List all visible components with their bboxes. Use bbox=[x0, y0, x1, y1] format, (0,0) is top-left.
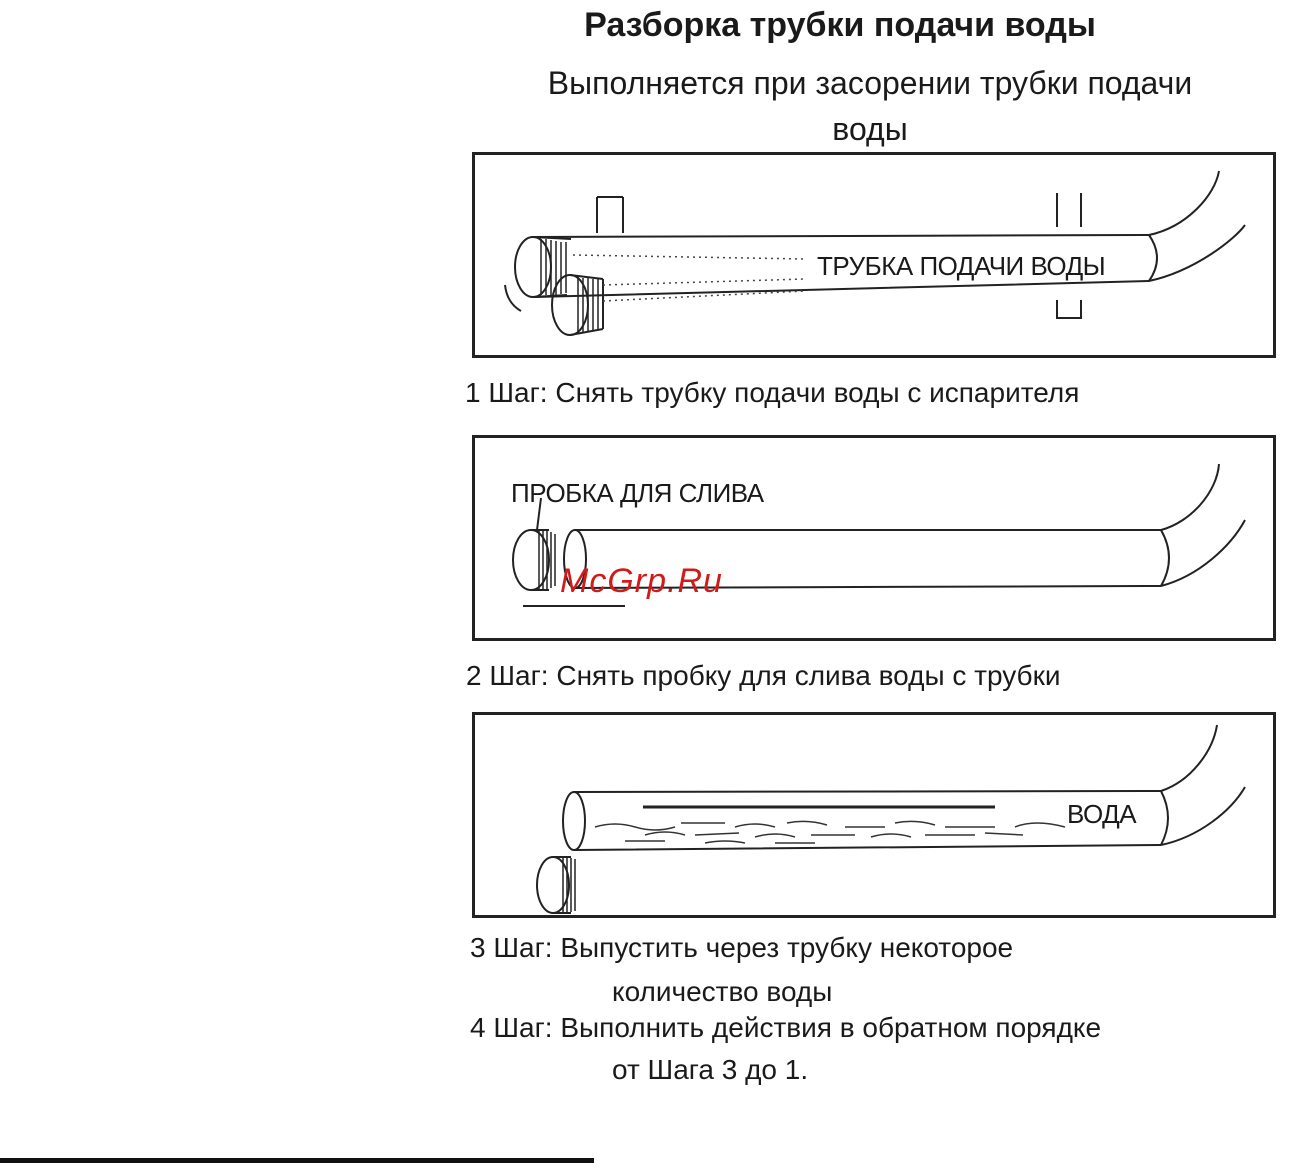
label-water: ВОДА bbox=[1067, 799, 1137, 829]
label-water-tube: ТРУБКА ПОДАЧИ ВОДЫ bbox=[817, 251, 1106, 281]
step-4-text: 4 Шаг: Выполнить действия в обратном порядке bbox=[470, 1012, 1102, 1043]
watermark: McGrp.Ru bbox=[560, 562, 723, 600]
subtitle-line-1: Выполняется при засорении трубки подачи bbox=[547, 65, 1193, 101]
label-drain-plug: ПРОБКА ДЛЯ СЛИВА bbox=[511, 478, 764, 508]
step-2-text: 2 Шаг: Снять пробку для слива воды с трубки bbox=[466, 660, 1061, 691]
figure-step-1 bbox=[472, 152, 1276, 358]
step-3-text-continued: количество воды bbox=[612, 976, 833, 1007]
footer-rule bbox=[0, 1158, 594, 1163]
water-flow-illustration bbox=[475, 715, 1273, 915]
step-3-text: 3 Шаг: Выпустить через трубку некоторое bbox=[470, 932, 1014, 963]
figure-step-3 bbox=[472, 712, 1276, 918]
step-1-text: 1 Шаг: Снять трубку подачи воды с испарителя bbox=[465, 377, 1080, 408]
drain-plug-illustration bbox=[475, 438, 1273, 638]
subtitle-line-2: воды bbox=[832, 111, 908, 147]
step-4-text-continued: от Шага 3 до 1. bbox=[612, 1054, 809, 1085]
figure-step-2 bbox=[472, 435, 1276, 641]
page-title: Разборка трубки подачи воды bbox=[584, 6, 1096, 44]
page-subtitle bbox=[470, 60, 1270, 152]
